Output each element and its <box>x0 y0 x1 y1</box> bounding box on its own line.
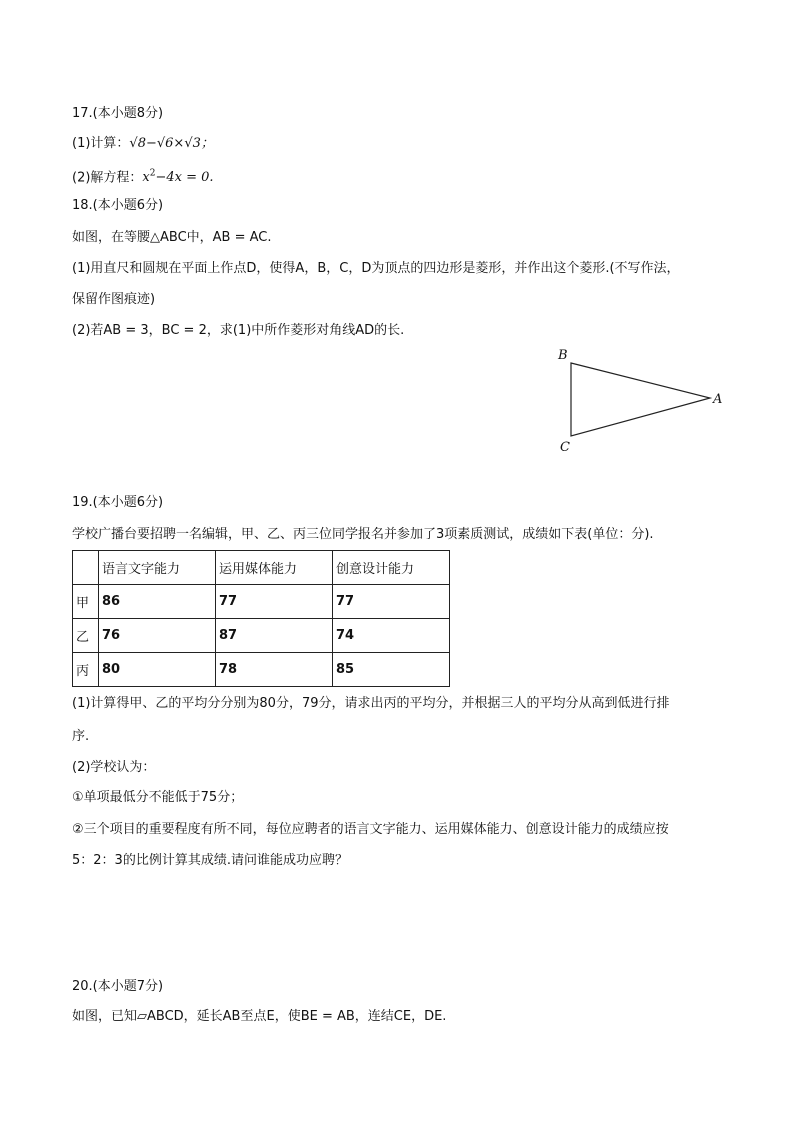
table-cell: 77 <box>333 585 450 619</box>
q19-part2-line4: 5：2：3的比例计算其成绩.请问谁能成功应聘？ <box>72 853 348 868</box>
q19-title: 19.(本小题6分) <box>72 495 164 510</box>
q18-title: 18.(本小题6分) <box>72 198 164 213</box>
table-cell: 86 <box>99 585 216 619</box>
q18-line1: 如图，在等腰△ABC中，AB = AC. <box>72 230 272 245</box>
q17-part2 <box>72 165 214 187</box>
table-row <box>73 585 450 619</box>
table-header-row <box>73 551 450 585</box>
q19-part2-line1: (2)学校认为： <box>72 760 156 775</box>
table-row-name: 丙 <box>73 653 99 687</box>
table-cell: 80 <box>99 653 216 687</box>
vertex-label-a: A <box>713 392 723 407</box>
table-header-cell: 创意设计能力 <box>333 551 450 585</box>
q17-part1 <box>72 135 214 153</box>
table-cell: 77 <box>216 585 333 619</box>
q19-part2-line2: ①单项最低分不能低于75分； <box>72 790 244 805</box>
table-cell: 87 <box>216 619 333 653</box>
q17-eq-rest: −4x = 0. <box>155 170 214 186</box>
table-row-name: 甲 <box>73 585 99 619</box>
table-row <box>73 619 450 653</box>
q20-line1: 如图，已知▱ABCD，延长AB至点E，使BE = AB，连结CE，DE. <box>72 1009 447 1024</box>
q17-part2-prefix: (2)解方程： <box>72 170 143 186</box>
vertex-label-c: C <box>560 440 570 455</box>
table-cell: 85 <box>333 653 450 687</box>
q18-line2: (1)用直尺和圆规在平面上作点D，使得A，B，C，D为顶点的四边形是菱形，并作出这个菱形.(不写作法， <box>72 261 680 276</box>
q19-part1-line1: (1)计算得甲、乙的平均分分别为80分，79分，请求出丙的平均分，并根据三人的平均分从高到低进行排 <box>72 696 670 711</box>
q20-title: 20.(本小题7分) <box>72 979 164 994</box>
score-table <box>72 550 450 687</box>
q19-intro: 学校广播台要招聘一名编辑，甲、乙、丙三位同学报名并参加了3项素质测试，成绩如下表(单位：分). <box>72 527 654 542</box>
q17-eq-exponent: 2 <box>149 169 156 179</box>
table-cell: 78 <box>216 653 333 687</box>
q17-part1-expression: √8−√6×√3； <box>129 136 214 151</box>
q18-line4: (2)若AB = 3，BC = 2，求(1)中所作菱形对角线AD的长. <box>72 323 405 338</box>
triangle-abc <box>571 363 710 436</box>
q17-part2-equation <box>142 170 213 185</box>
q19-part1-line2: 序. <box>72 729 90 744</box>
table-row-name: 乙 <box>73 619 99 653</box>
q19-part2-line3: ②三个项目的重要程度有所不同，每位应聘者的语言文字能力、运用媒体能力、创意设计能力的成绩应按 <box>72 822 669 837</box>
table-cell: 74 <box>333 619 450 653</box>
q17-eq-x: x <box>142 170 150 186</box>
q17-part1-prefix: (1)计算： <box>72 136 130 151</box>
table-cell: 76 <box>99 619 216 653</box>
table-header-cell: 语言文字能力 <box>99 551 216 585</box>
table-row <box>73 653 450 687</box>
vertex-label-b: B <box>558 348 568 363</box>
table-header-cell: 运用媒体能力 <box>216 551 333 585</box>
table-header-cell <box>73 551 99 585</box>
triangle-figure <box>552 344 732 456</box>
q18-line3: 保留作图痕迹) <box>72 292 156 307</box>
q17-title: 17.(本小题8分) <box>72 106 164 121</box>
